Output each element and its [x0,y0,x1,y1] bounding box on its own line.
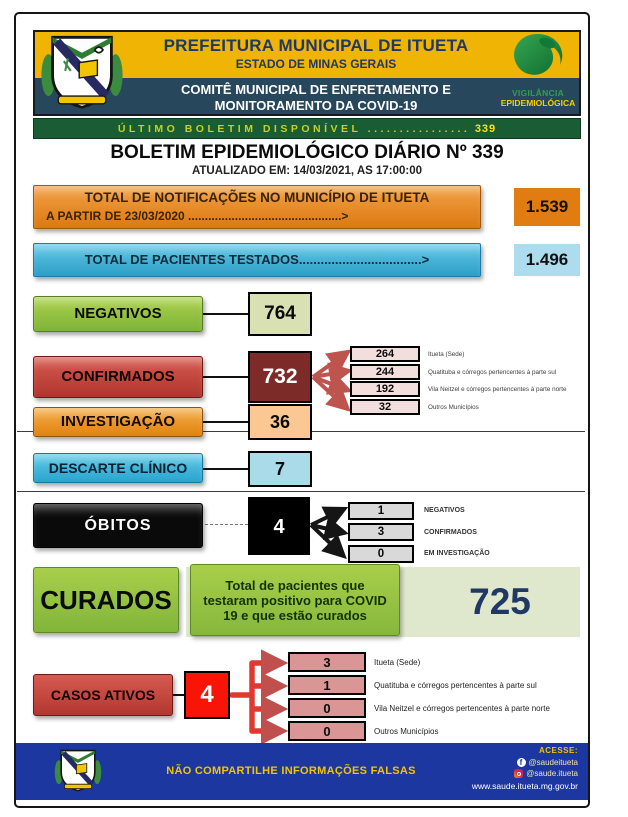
investigacao-value: 36 [248,404,312,440]
confirmados-breakdown-label: Quatituba e córregos pertencentes à parte sul [428,368,557,376]
notifications-label-line1: TOTAL DE NOTIFICAÇÕES NO MUNICÍPIO DE ITUETA [84,190,430,205]
epidemiologica-label: EPIDEMIOLÓGICA [500,98,576,108]
obitos-breakdown-label: NEGATIVOS [424,507,465,514]
casos-breakdown-value: 0 [288,698,366,718]
connector-line [203,313,248,315]
coat-of-arms-icon [40,33,124,113]
confirmados-breakdown-label: Vila Neitzel e córregos pertencentes à parte norte [428,386,567,393]
facebook-line [472,758,578,767]
vigilancia-swoosh-icon [511,32,565,86]
connector-line [203,468,248,470]
casos-breakdown-label: Vila Neitzel e córregos pertencentes à parte norte [374,704,550,713]
dashed-connector-line [205,524,248,525]
obitos-label: ÓBITOS [33,503,203,548]
vigilancia-logo [497,32,579,114]
section-divider [17,491,585,492]
instagram-icon [514,769,523,778]
facebook-handle: @saudeitueta [528,757,578,767]
footer [16,743,588,800]
notifications-bar [33,185,481,229]
confirmados-breakdown-label: Itueta (Sede) [428,351,465,358]
footer-contact-block [472,746,578,791]
obitos-arrows-icon [310,500,348,560]
committee-line1: COMITÊ MUNICIPAL DE ENFRETAMENTO E [181,82,451,97]
instagram-handle: @saude.itueta [526,769,578,778]
facebook-icon [517,758,526,767]
confirmados-arrows-icon [312,344,352,414]
last-bulletin-label: ÚLTIMO BOLETIM DISPONÍVEL ................ [117,123,471,135]
casos-ativos-value: 4 [184,671,230,719]
casos-breakdown-value: 1 [288,675,366,695]
casos-ativos-arrows-icon [228,645,288,745]
municipality-title: PREFEITURA MUNICIPAL DE ITUETA [163,36,469,55]
confirmados-label: CONFIRMADOS [33,356,203,398]
notifications-label-line2: A PARTIR DE 23/03/2020 ..............................................> [46,209,349,223]
confirmados-value: 732 [248,351,312,403]
investigacao-label: INVESTIGAÇÃO [33,407,203,437]
confirmados-breakdown-value: 192 [350,381,420,397]
last-bulletin-bar [33,118,581,139]
confirmados-breakdown-value: 32 [350,399,420,415]
negativos-label: NEGATIVOS [33,296,203,332]
connector-line [203,376,248,378]
last-bulletin-number: 339 [474,123,497,135]
casos-breakdown-value: 0 [288,721,366,741]
casos-breakdown-label: Outros Municípios [374,727,439,736]
footer-message: NÃO COMPARTILHE INFORMAÇÕES FALSAS [166,765,416,777]
descarte-clinico-label: DESCARTE CLÍNICO [33,453,203,483]
bulletin-title: BOLETIM EPIDEMIOLÓGICO DIÁRIO Nº 339 [110,142,504,163]
curados-value: 725 [469,581,531,622]
obitos-breakdown-value: 1 [348,502,414,520]
notifications-value: 1.539 [514,188,580,226]
tested-value: 1.496 [514,244,580,276]
obitos-breakdown-value: 0 [348,545,414,563]
connector-line [173,694,184,696]
footer-coat-of-arms-icon [54,748,102,794]
instagram-line [472,769,578,778]
casos-breakdown-label: Itueta (Sede) [374,658,421,667]
obitos-breakdown-value: 3 [348,523,414,541]
confirmados-breakdown-value: 244 [350,364,420,380]
confirmados-breakdown-label: Outros Municípios [428,403,479,411]
obitos-value: 4 [248,497,310,555]
state-subtitle: ESTADO DE MINAS GERAIS [235,57,397,71]
vigilancia-label: VIGILÂNCIA [511,88,565,98]
negativos-value: 764 [248,292,312,336]
casos-breakdown-label: Quatituba e córregos pertencentes à parte sul [374,681,537,690]
obitos-breakdown-label: CONFIRMADOS [424,528,477,536]
curados-description: Total de pacientes que testaram positivo para COVID 19 e que estão curados [190,564,400,636]
casos-breakdown-value: 3 [288,652,366,672]
committee-line2: MONITORAMENTO DA COVID-19 [214,98,418,113]
access-label: ACESSE: [538,746,578,755]
casos-ativos-label: CASOS ATIVOS [33,674,173,716]
website-url: www.saude.itueta.mg.gov.br [471,780,578,791]
descarte-clinico-value: 7 [248,451,312,487]
connector-line [203,421,248,423]
confirmados-breakdown-value: 264 [350,346,420,362]
obitos-breakdown-label: EM INVESTIGAÇÃO [424,550,490,557]
curados-label: CURADOS [33,567,179,633]
bulletin-updated: ATUALIZADO EM: 14/03/2021, AS 17:00:00 [191,165,423,177]
tested-bar: TOTAL DE PACIENTES TESTADOS..................................> [33,243,481,277]
